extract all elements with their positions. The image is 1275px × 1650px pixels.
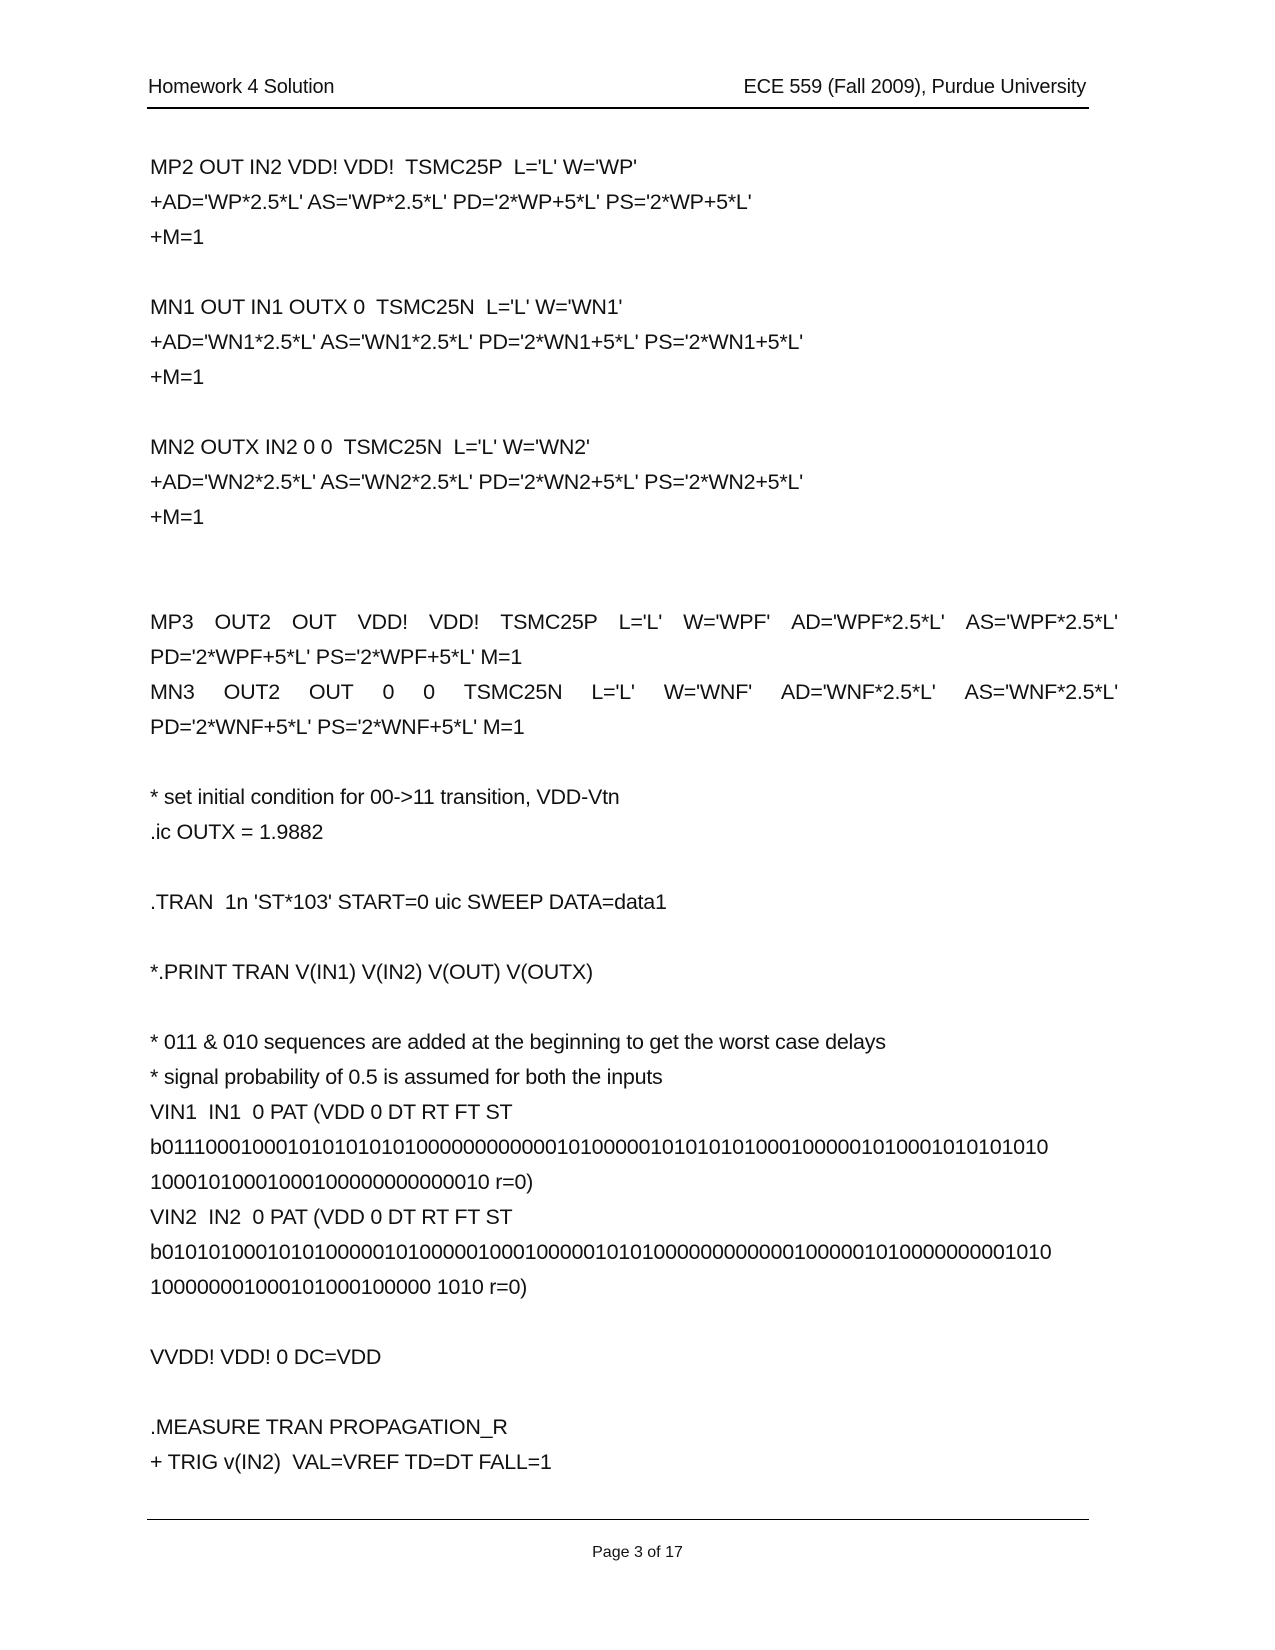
netlist-line: PD='2*WPF+5*L' PS='2*WPF+5*L' M=1 bbox=[150, 645, 523, 669]
netlist-line: VIN2 IN2 0 PAT (VDD 0 DT RT FT ST bbox=[150, 1205, 513, 1229]
netlist-line: MN1 OUT IN1 OUTX 0 TSMC25N L='L' W='WN1' bbox=[150, 295, 623, 319]
spice-netlist bbox=[150, 150, 1120, 1480]
netlist-line: +M=1 bbox=[150, 365, 204, 389]
bit-pattern: b0101010001010100000101000001000100000101010000000000001000001010000000001010 bbox=[150, 1240, 1052, 1264]
comment-line: *.PRINT TRAN V(IN1) V(IN2) V(OUT) V(OUTX) bbox=[150, 960, 593, 984]
netlist-line: VIN1 IN1 0 PAT (VDD 0 DT RT FT ST bbox=[150, 1100, 513, 1124]
netlist-line-mp3: MP3 OUT2 OUT VDD! VDD! TSMC25P L='L' W='WPF' AD='WPF*2.5*L' AS='WPF*2.5*L' bbox=[150, 610, 1118, 634]
comment-line: * set initial condition for 00->11 transition, VDD-Vtn bbox=[150, 785, 620, 809]
netlist-line: +AD='WN1*2.5*L' AS='WN1*2.5*L' PD='2*WN1+5*L' PS='2*WN1+5*L' bbox=[150, 330, 804, 354]
header-title: Homework 4 Solution bbox=[148, 76, 335, 98]
netlist-line: PD='2*WNF+5*L' PS='2*WNF+5*L' M=1 bbox=[150, 715, 525, 739]
netlist-line: .TRAN 1n 'ST*103' START=0 uic SWEEP DATA=data1 bbox=[150, 890, 667, 914]
netlist-line: + TRIG v(IN2) VAL=VREF TD=DT FALL=1 bbox=[150, 1450, 552, 1474]
netlist-line: +M=1 bbox=[150, 225, 204, 249]
comment-line: * signal probability of 0.5 is assumed for both the inputs bbox=[150, 1065, 663, 1089]
header-rule bbox=[147, 107, 1089, 109]
netlist-line: +M=1 bbox=[150, 505, 204, 529]
netlist-line: .MEASURE TRAN PROPAGATION_R bbox=[150, 1415, 508, 1439]
netlist-line-mn3: MN3 OUT2 OUT 0 0 TSMC25N L='L' W='WNF' AD='WNF*2.5*L' AS='WNF*2.5*L' bbox=[150, 680, 1118, 704]
bit-pattern: 10001010001000100000000000010 r=0) bbox=[150, 1170, 534, 1194]
netlist-line: MP2 OUT IN2 VDD! VDD! TSMC25P L='L' W='WP' bbox=[150, 155, 637, 179]
header-course: ECE 559 (Fall 2009), Purdue University bbox=[743, 76, 1086, 98]
comment-line: * 011 & 010 sequences are added at the beginning to get the worst case delays bbox=[150, 1030, 886, 1054]
footer-rule bbox=[147, 1519, 1089, 1520]
page-header bbox=[148, 72, 1090, 106]
page-number: Page 3 of 17 bbox=[592, 1544, 683, 1561]
bit-pattern: b0111000100010101010101000000000000101000001010101010001000001010001010101010 bbox=[150, 1135, 1049, 1159]
bit-pattern: 100000001000101000100000 1010 r=0) bbox=[150, 1275, 528, 1299]
netlist-line: +AD='WP*2.5*L' AS='WP*2.5*L' PD='2*WP+5*L' PS='2*WP+5*L' bbox=[150, 190, 752, 214]
netlist-line: +AD='WN2*2.5*L' AS='WN2*2.5*L' PD='2*WN2+5*L' PS='2*WN2+5*L' bbox=[150, 470, 804, 494]
netlist-line: VVDD! VDD! 0 DC=VDD bbox=[150, 1345, 382, 1369]
netlist-line: .ic OUTX = 1.9882 bbox=[150, 820, 324, 844]
netlist-line: MN2 OUTX IN2 0 0 TSMC25N L='L' W='WN2' bbox=[150, 435, 590, 459]
